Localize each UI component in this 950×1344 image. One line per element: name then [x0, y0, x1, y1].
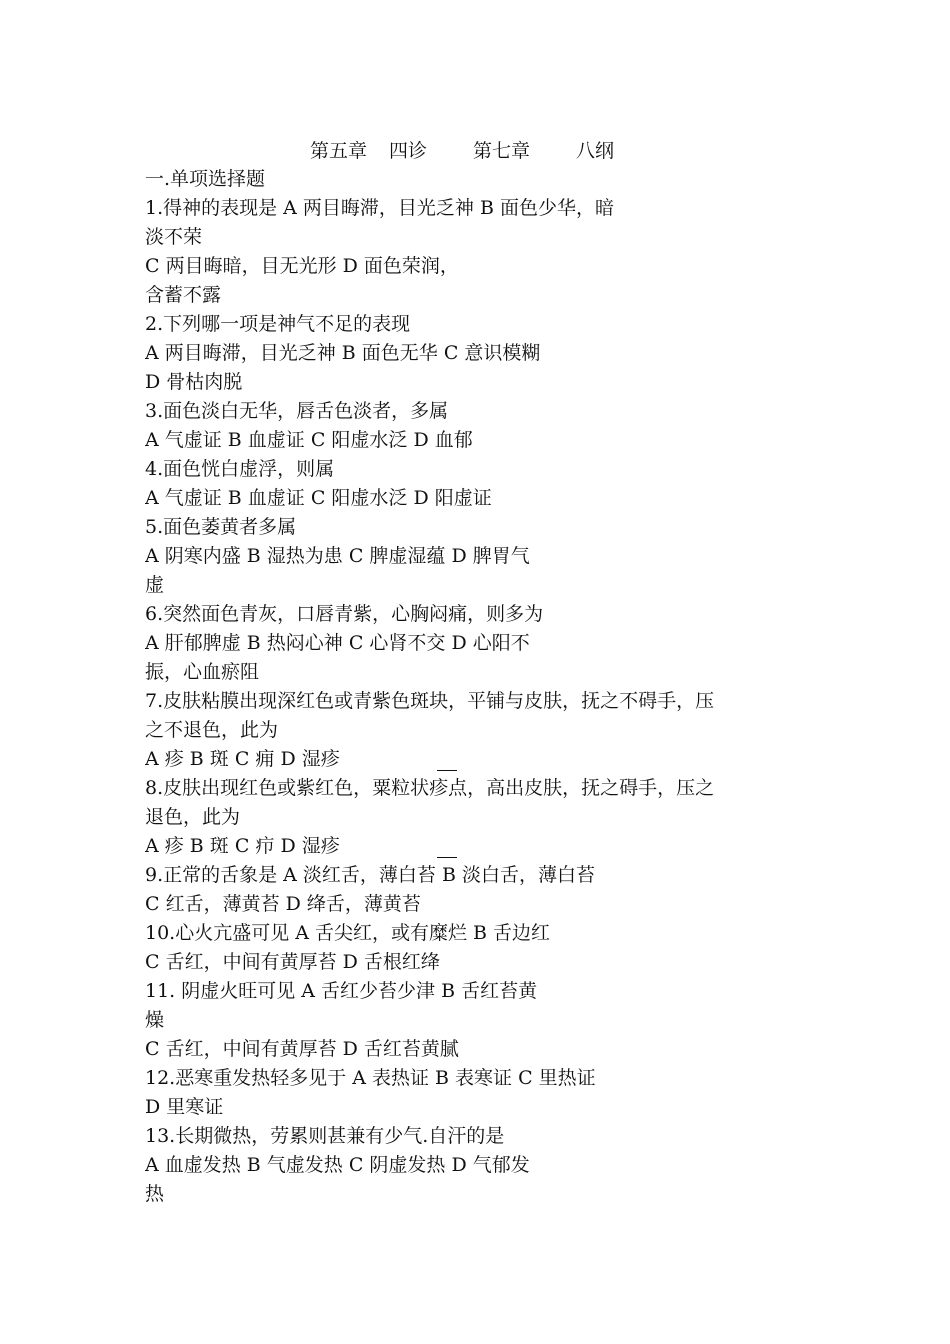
text-line: C 红舌，薄黄苔 D 绛舌，薄黄苔 [145, 893, 421, 915]
text-line: 8.皮肤出现红色或紫红色，粟粒状疹点，高出皮肤，抚之碍手，压之 [145, 777, 715, 799]
edit-mark [437, 770, 457, 771]
text-line: 5.面色萎黄者多属 [145, 516, 297, 538]
text-line: 6.突然面色青灰，口唇青紫，心胸闷痛，则多为 [145, 603, 544, 625]
text-line: 11. 阴虚火旺可见 A 舌红少苔少津 B 舌红苔黄 [145, 980, 538, 1002]
text-line: 7.皮肤粘膜出现深红色或青紫色斑块，平铺与皮肤，抚之不碍手，压 [145, 690, 715, 712]
text-line: 燥 [145, 1009, 165, 1031]
text-line: 含蓄不露 [145, 284, 222, 306]
text-line: 退色，此为 [145, 806, 241, 828]
chapter-7-name: 八纲 [576, 140, 615, 162]
text-line: A 血虚发热 B 气虚发热 C 阴虚发热 D 气郁发 [145, 1154, 530, 1176]
page-title [310, 137, 710, 166]
text-line: 10.心火亢盛可见 A 舌尖红，或有糜烂 B 舌边红 [145, 922, 551, 944]
chapter-5-label: 第五章 [310, 140, 368, 162]
text-line: 9.正常的舌象是 A 淡红舌，薄白苔 B 淡白舌，薄白苔 [145, 864, 595, 886]
text-line: C 舌红，中间有黄厚苔 D 舌根红绛 [145, 951, 440, 973]
text-line: C 两目晦暗，目无光形 D 面色荣润， [145, 255, 459, 277]
text-line: 13.长期微热，劳累则甚兼有少气.自汗的是 [145, 1125, 505, 1147]
text-line: 2.下列哪一项是神气不足的表现 [145, 313, 411, 335]
chapter-5-name: 四诊 [389, 140, 428, 162]
edit-mark [437, 857, 457, 858]
text-line: A 肝郁脾虚 B 热闷心神 C 心肾不交 D 心阳不 [145, 632, 530, 654]
text-line: 3.面色淡白无华，唇舌色淡者，多属 [145, 400, 449, 422]
text-line: 虚 [145, 574, 165, 596]
text-line: D 里寒证 [145, 1096, 224, 1118]
text-line: 振，心血瘀阻 [145, 661, 260, 683]
text-line: A 气虚证 B 血虚证 C 阳虚水泛 D 血郁 [145, 429, 473, 451]
text-line: D 骨枯肉脱 [145, 371, 243, 393]
text-line: 之不退色，此为 [145, 719, 279, 741]
text-line: A 两目晦滞，目光乏神 B 面色无华 C 意识模糊 [145, 342, 541, 364]
text-line: A 气虚证 B 血虚证 C 阳虚水泛 D 阳虚证 [145, 487, 492, 509]
text-line: 1.得神的表现是 A 两目晦滞，目光乏神 B 面色少华，暗 [145, 197, 614, 219]
text-line: A 疹 B 斑 C 痈 D 湿疹 [145, 748, 340, 770]
text-line: 淡不荣 [145, 226, 203, 248]
text-line: 4.面色恍白虚浮，则属 [145, 458, 335, 480]
text-line: A 疹 B 斑 C 疖 D 湿疹 [145, 835, 340, 857]
text-line: A 阴寒内盛 B 湿热为患 C 脾虚湿蕴 D 脾胃气 [145, 545, 530, 567]
text-line: 热 [145, 1183, 165, 1205]
section-title: 一.单项选择题 [145, 168, 266, 190]
chapter-7-label: 第七章 [473, 140, 531, 162]
text-line: C 舌红，中间有黄厚苔 D 舌红苔黄腻 [145, 1038, 459, 1060]
text-line: 12.恶寒重发热轻多见于 A 表热证 B 表寒证 C 里热证 [145, 1067, 596, 1089]
